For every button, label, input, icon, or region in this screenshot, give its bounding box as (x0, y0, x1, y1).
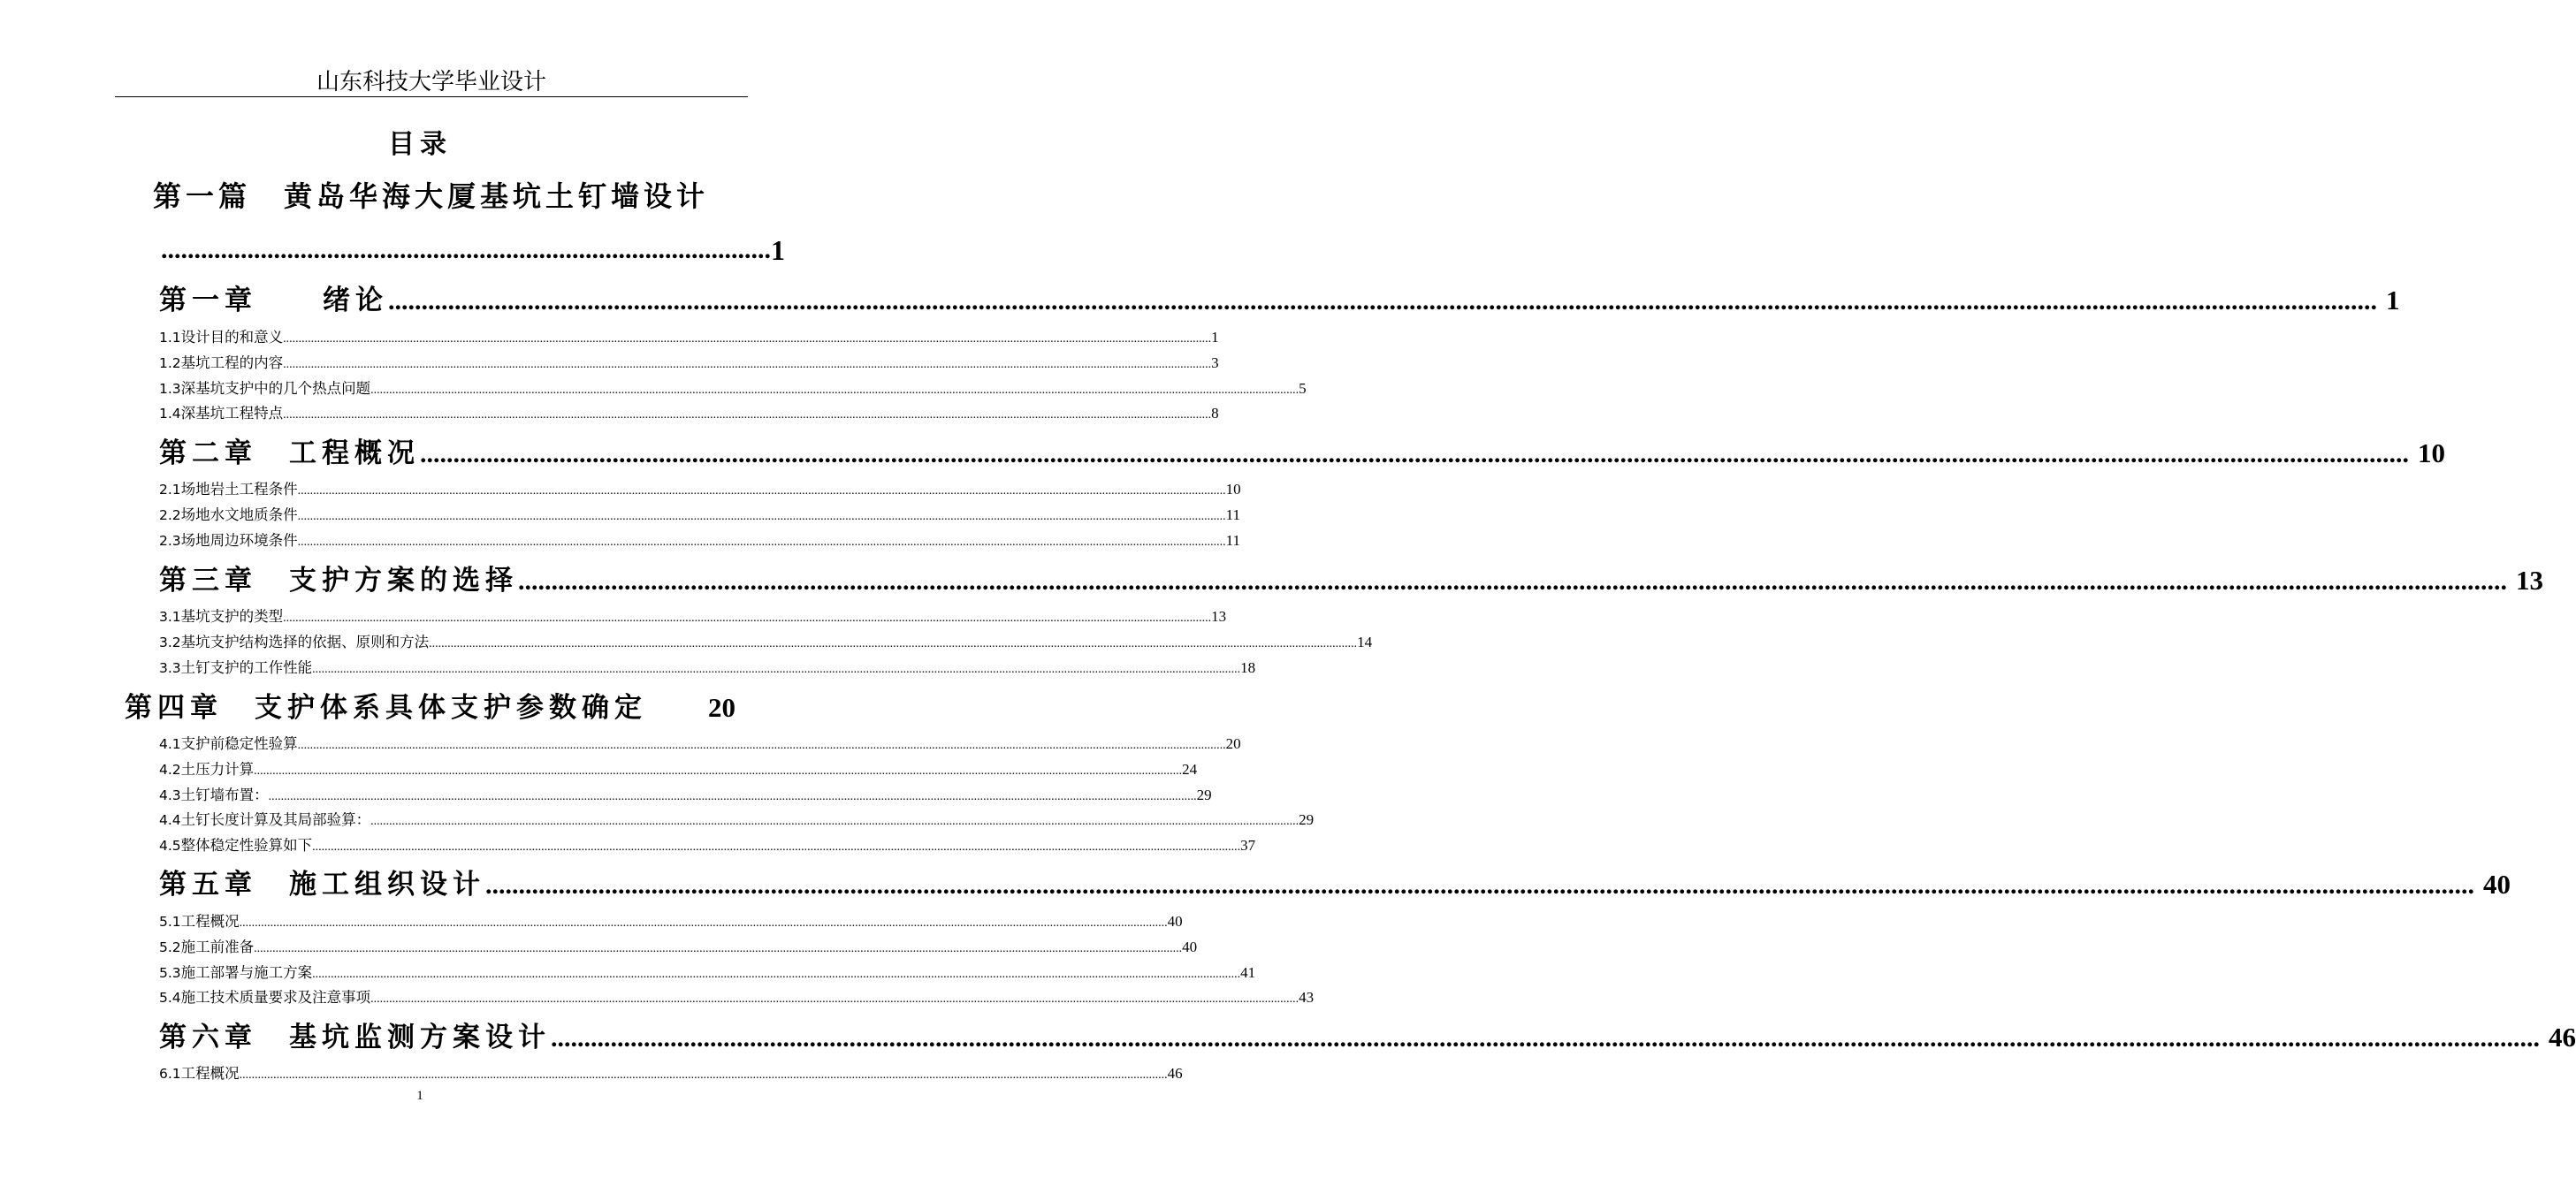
toc-section-entry[interactable] (159, 961, 1256, 982)
chapter-leader-dots: ............................................................................................................................................................................................................................................................................................................ (420, 439, 2409, 468)
section-number: 4.5 (159, 838, 181, 855)
part-page-line[interactable] (161, 228, 785, 266)
toc-chapter-entry[interactable] (159, 430, 2445, 469)
chapter-leader-dots: ............................................................................................................................................................................................................................................................................................................ (518, 566, 2507, 596)
section-page-number: 5 (1299, 379, 1307, 397)
section-number: 4.4 (159, 812, 181, 829)
section-page-number: 41 (1240, 963, 1256, 981)
section-title: 基坑支护结构选择的依据、原则和方法 (180, 633, 430, 650)
section-page-number: 1 (1211, 329, 1219, 346)
section-leader-dots: ............................................................................................................................................................................................................................................................................................................ (429, 636, 1358, 650)
chapter-label: 第六章 (159, 1022, 257, 1053)
section-title: 土压力计算 (180, 760, 255, 778)
section-leader-dots: ............................................................................................................................................................................................................................................................................................................ (297, 739, 1226, 752)
toc-section-entry[interactable] (159, 909, 1183, 931)
section-leader-dots: ............................................................................................................................................................................................................................................................................................................ (254, 941, 1183, 955)
chapter-page-number: 1 (2386, 285, 2400, 316)
section-number: 4.2 (159, 761, 181, 778)
section-page-number: 11 (1225, 506, 1241, 523)
section-number: 4.3 (159, 787, 181, 803)
page-header: 山东科技大学毕业设计 (316, 69, 546, 95)
section-title: 场地水文地质条件 (180, 506, 298, 523)
toc-chapter-entry[interactable] (159, 1015, 2576, 1053)
chapter-label: 第四章 (125, 692, 223, 724)
section-title: 土钉长度计算及其局部验算： (180, 811, 371, 829)
section-number: 3.1 (159, 609, 181, 625)
section-page-number: 29 (1196, 786, 1212, 803)
section-leader-dots: ............................................................................................................................................................................................................................................................................................................ (283, 332, 1212, 346)
toc-section-entry[interactable] (159, 528, 1241, 550)
section-leader-dots: ............................................................................................................................................................................................................................................................................................................ (239, 1068, 1168, 1082)
chapter-label: 第五章 (159, 869, 257, 901)
section-page-number: 3 (1211, 354, 1219, 371)
section-number: 1.3 (159, 380, 181, 397)
chapter-page-number: 40 (2483, 869, 2511, 900)
section-number: 1.4 (159, 406, 181, 422)
toc-section-entry[interactable] (159, 604, 1227, 626)
section-page-number: 10 (1225, 481, 1241, 498)
section-title: 土钉墙布置： (180, 786, 269, 803)
toc-section-entry[interactable] (159, 808, 1315, 829)
toc-section-entry[interactable] (159, 503, 1241, 524)
section-number: 3.2 (159, 634, 181, 650)
toc-section-entry[interactable] (159, 833, 1256, 855)
toc-section-entry[interactable] (159, 477, 1241, 498)
section-page-number: 46 (1167, 1065, 1183, 1082)
chapter-title: 工程概况 (289, 437, 420, 469)
toc-section-entry[interactable] (159, 757, 1198, 779)
section-leader-dots: ............................................................................................................................................................................................................................................................................................................ (283, 612, 1212, 625)
chapter-leader-dots: ............................................................................................................................................................................................................................................................................................................ (551, 1023, 2540, 1053)
section-number: 2.1 (159, 482, 181, 498)
section-leader-dots: ............................................................................................................................................................................................................................................................................................................ (239, 916, 1168, 930)
part-leader-dots: ............................................................................................ (161, 235, 771, 264)
section-leader-dots: ............................................................................................................................................................................................................................................................................................................ (297, 484, 1226, 498)
section-page-number: 24 (1182, 760, 1198, 778)
chapter-title: 支护方案的选择 (289, 565, 518, 597)
toc-section-entry[interactable] (159, 732, 1241, 753)
part-page-number: 1 (771, 234, 785, 266)
chapter-leader-dots: ............................................................................................................................................................................................................................................................................................................ (485, 870, 2474, 900)
section-title: 整体稳定性验算如下 (180, 837, 313, 855)
toc-section-entry[interactable] (159, 656, 1256, 677)
section-page-number: 37 (1240, 837, 1256, 855)
chapter-page-number: 20 (708, 692, 735, 723)
section-number: 3.3 (159, 659, 181, 676)
section-page-number: 14 (1357, 633, 1373, 650)
section-leader-dots: ............................................................................................................................................................................................................................................................................................................ (312, 840, 1241, 855)
section-number: 5.4 (159, 990, 181, 1007)
toc-chapter-entry[interactable] (159, 277, 2400, 316)
section-title: 深基坑支护中的几个热点问题 (180, 379, 371, 397)
section-leader-dots: ............................................................................................................................................................................................................................................................................................................ (268, 789, 1197, 803)
section-leader-dots: ............................................................................................................................................................................................................................................................................................................ (283, 357, 1212, 371)
section-leader-dots: ............................................................................................................................................................................................................................................................................................................ (370, 383, 1299, 397)
chapter-title: 施工组织设计 (289, 869, 485, 901)
chapter-page-number: 46 (2549, 1022, 2576, 1053)
section-page-number: 18 (1240, 658, 1256, 676)
toc-section-entry[interactable] (159, 325, 1219, 346)
section-page-number: 20 (1225, 735, 1241, 752)
section-title: 场地岩土工程条件 (180, 481, 298, 498)
toc-section-entry[interactable] (159, 630, 1373, 651)
page-number: 1 (416, 1089, 423, 1103)
section-title: 场地周边环境条件 (180, 531, 298, 549)
section-number: 1.1 (159, 330, 181, 346)
section-number: 1.2 (159, 354, 181, 371)
section-leader-dots: ............................................................................................................................................................................................................................................................................................................ (370, 992, 1299, 1007)
section-title: 施工技术质量要求及注意事项 (180, 989, 371, 1007)
section-title: 基坑支护的类型 (180, 608, 284, 625)
section-page-number: 11 (1225, 531, 1241, 549)
section-leader-dots: ............................................................................................................................................................................................................................................................................................................ (297, 509, 1226, 523)
section-title: 深基坑工程特点 (180, 405, 284, 422)
section-leader-dots: ............................................................................................................................................................................................................................................................................................................ (312, 662, 1241, 676)
section-page-number: 13 (1211, 608, 1227, 625)
chapter-leader-dots: ............................................................................................................................................................................................................................................................................................................ (388, 286, 2377, 316)
section-title: 支护前稳定性验算 (180, 735, 298, 752)
chapter-label: 第三章 (159, 565, 257, 597)
section-page-number: 29 (1299, 811, 1315, 829)
section-number: 5.1 (159, 914, 181, 930)
toc-section-entry[interactable] (159, 351, 1219, 372)
toc-section-entry[interactable] (159, 376, 1307, 398)
toc-chapter-entry[interactable] (159, 558, 2543, 597)
section-number: 6.1 (159, 1066, 181, 1082)
section-page-number: 43 (1299, 989, 1315, 1007)
chapter-title: 基坑监测方案设计 (289, 1022, 551, 1053)
section-title: 施工部署与施工方案 (180, 963, 313, 981)
section-title: 工程概况 (180, 913, 240, 930)
section-title: 工程概况 (180, 1065, 240, 1082)
section-page-number: 40 (1167, 913, 1183, 930)
section-leader-dots: ............................................................................................................................................................................................................................................................................................................ (283, 408, 1212, 422)
part-title: 第一篇 黄岛华海大厦基坑土钉墙设计 (152, 179, 709, 213)
toc-section-entry[interactable] (159, 783, 1212, 804)
section-leader-dots: ............................................................................................................................................................................................................................................................................................................ (312, 967, 1241, 981)
header-rule (115, 96, 748, 97)
toc-title: 目录 (388, 129, 452, 160)
section-leader-dots: ............................................................................................................................................................................................................................................................................................................ (254, 764, 1183, 778)
chapter-title: 支护体系具体支护参数确定 (255, 692, 647, 724)
section-page-number: 8 (1211, 405, 1219, 422)
section-number: 5.2 (159, 939, 181, 955)
section-number: 2.3 (159, 532, 181, 549)
chapter-page-number: 13 (2516, 565, 2543, 596)
section-title: 基坑工程的内容 (180, 354, 284, 371)
toc-section-entry[interactable] (159, 935, 1198, 956)
section-title: 设计目的和意义 (180, 329, 284, 346)
toc-section-entry[interactable] (159, 985, 1315, 1007)
section-number: 4.1 (159, 736, 181, 752)
section-title: 施工前准备 (180, 938, 255, 955)
toc-chapter-entry[interactable] (159, 862, 2511, 901)
chapter-page-number: 10 (2418, 437, 2445, 468)
chapter-title: 绪论 (323, 285, 388, 316)
chapter-label: 第一章 (159, 285, 257, 316)
toc-section-entry[interactable] (159, 1061, 1183, 1083)
section-leader-dots: ............................................................................................................................................................................................................................................................................................................ (370, 815, 1299, 829)
section-leader-dots: ............................................................................................................................................................................................................................................................................................................ (297, 535, 1226, 549)
section-title: 土钉支护的工作性能 (180, 658, 313, 676)
section-number: 5.3 (159, 964, 181, 981)
section-number: 2.2 (159, 506, 181, 523)
toc-section-entry[interactable] (159, 401, 1219, 422)
toc-chapter-entry[interactable] (125, 685, 735, 724)
chapter-label: 第二章 (159, 437, 257, 469)
section-page-number: 40 (1182, 938, 1198, 955)
